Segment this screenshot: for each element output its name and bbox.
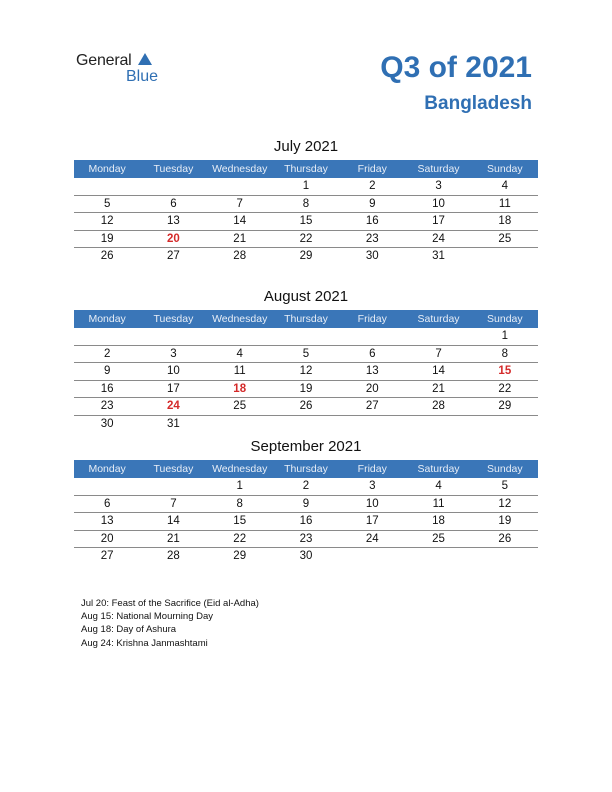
week-row xyxy=(74,548,538,565)
logo-general-text: General xyxy=(76,52,132,69)
day-cell: 31 xyxy=(432,250,445,263)
week-row xyxy=(74,531,538,549)
day-cell: 14 xyxy=(167,515,180,528)
day-cell: 8 xyxy=(501,347,509,360)
day-cell: 11 xyxy=(233,365,246,378)
week-row xyxy=(74,328,538,346)
day-cell: 14 xyxy=(432,365,445,378)
day-cell: 10 xyxy=(432,197,445,210)
weekday-label: Saturday xyxy=(417,463,460,475)
holiday-note: Aug 18: Day of Ashura xyxy=(81,624,177,636)
day-cell: 24 xyxy=(432,232,445,245)
weekday-label: Friday xyxy=(357,313,387,325)
day-cell: 3 xyxy=(369,480,376,493)
day-cell: 25 xyxy=(233,400,247,413)
day-cell: 12 xyxy=(100,215,114,228)
weekday-label: Sunday xyxy=(487,463,523,475)
holiday-note: Aug 15: National Mourning Day xyxy=(81,611,214,623)
page-title: Q3 of 2021 xyxy=(380,51,532,84)
day-cell: 15 xyxy=(299,215,313,228)
weekday-label: Saturday xyxy=(417,313,460,325)
day-cell: 19 xyxy=(498,515,512,528)
day-cell: 13 xyxy=(100,515,114,528)
day-cell: 11 xyxy=(432,497,445,510)
day-cell: 30 xyxy=(100,417,114,430)
day-cell: 23 xyxy=(299,532,313,545)
calendar-grid xyxy=(74,178,538,265)
day-cell: 18 xyxy=(233,382,247,395)
day-cell: 2 xyxy=(103,347,111,360)
day-cell: 31 xyxy=(167,417,180,430)
weekday-label: Sunday xyxy=(487,313,523,325)
logo xyxy=(76,52,176,88)
day-cell: 21 xyxy=(167,532,180,545)
day-cell: 3 xyxy=(435,180,442,193)
day-cell: 17 xyxy=(365,515,379,528)
day-cell: 17 xyxy=(432,215,445,228)
holiday-note: Aug 24: Krishna Janmashtami xyxy=(81,637,208,649)
week-row xyxy=(74,178,538,196)
day-cell: 3 xyxy=(170,347,177,360)
day-cell: 20 xyxy=(100,532,114,545)
week-row xyxy=(74,363,538,381)
day-cell: 8 xyxy=(302,197,310,210)
day-cell: 22 xyxy=(498,382,512,395)
weekday-label: Tuesday xyxy=(153,163,194,175)
day-cell: 9 xyxy=(103,365,111,378)
day-cell: 6 xyxy=(170,197,177,210)
day-cell: 22 xyxy=(233,532,247,545)
day-cell: 5 xyxy=(103,197,111,210)
weekday-label: Wednesday xyxy=(212,313,268,325)
day-cell: 10 xyxy=(167,365,180,378)
day-cell: 27 xyxy=(167,250,180,263)
day-cell: 30 xyxy=(299,550,313,563)
week-row xyxy=(74,478,538,496)
day-cell: 24 xyxy=(365,532,379,545)
day-cell: 16 xyxy=(299,515,313,528)
day-cell: 30 xyxy=(365,250,379,263)
day-cell: 6 xyxy=(369,347,376,360)
day-cell: 1 xyxy=(302,180,310,193)
month-title: July 2021 xyxy=(273,138,339,155)
holiday-note: Jul 20: Feast of the Sacrifice (Eid al-Adha) xyxy=(81,598,259,609)
week-row xyxy=(74,513,538,531)
weekday-header xyxy=(74,310,538,328)
week-row xyxy=(74,416,538,433)
day-cell: 17 xyxy=(167,382,180,395)
week-row xyxy=(74,346,538,364)
day-cell: 19 xyxy=(100,232,114,245)
day-cell: 2 xyxy=(302,480,310,493)
day-cell: 7 xyxy=(236,197,243,210)
weekday-label: Wednesday xyxy=(212,163,268,175)
day-cell: 29 xyxy=(233,550,247,563)
day-cell: 19 xyxy=(299,382,313,395)
month-title: August 2021 xyxy=(263,288,349,305)
week-row xyxy=(74,196,538,214)
logo-blue-text: Blue xyxy=(126,68,159,85)
weekday-header xyxy=(74,460,538,478)
weekday-label: Tuesday xyxy=(153,313,194,325)
week-row xyxy=(74,231,538,249)
weekday-label: Tuesday xyxy=(153,463,194,475)
month-title: September 2021 xyxy=(250,438,362,455)
day-cell: 16 xyxy=(365,215,379,228)
day-cell: 4 xyxy=(236,347,243,360)
week-row xyxy=(74,381,538,399)
day-cell: 26 xyxy=(100,250,114,263)
logo-triangle-icon xyxy=(138,53,152,65)
holiday-notes xyxy=(81,597,259,650)
day-cell: 27 xyxy=(365,400,379,413)
week-row xyxy=(74,213,538,231)
day-cell: 2 xyxy=(369,180,376,193)
day-cell: 4 xyxy=(435,480,442,493)
day-cell: 1 xyxy=(501,330,509,343)
weekday-label: Monday xyxy=(88,463,126,475)
weekday-label: Friday xyxy=(357,163,387,175)
week-row xyxy=(74,248,538,265)
weekday-label: Wednesday xyxy=(212,463,268,475)
day-cell: 24 xyxy=(167,400,180,413)
day-cell: 22 xyxy=(299,232,313,245)
day-cell: 26 xyxy=(498,532,512,545)
weekday-label: Thursday xyxy=(284,313,328,325)
day-cell: 5 xyxy=(501,480,509,493)
day-cell: 23 xyxy=(100,400,114,413)
day-cell: 15 xyxy=(498,365,512,378)
month-september xyxy=(74,436,538,565)
weekday-label: Friday xyxy=(357,463,387,475)
day-cell: 13 xyxy=(365,365,379,378)
weekday-label: Thursday xyxy=(284,163,328,175)
weekday-label: Thursday xyxy=(284,463,328,475)
day-cell: 5 xyxy=(302,347,310,360)
day-cell: 25 xyxy=(432,532,445,545)
day-cell: 7 xyxy=(435,347,442,360)
day-cell: 25 xyxy=(498,232,512,245)
day-cell: 18 xyxy=(498,215,512,228)
calendar-grid xyxy=(74,478,538,565)
month-august xyxy=(74,286,538,432)
day-cell: 14 xyxy=(233,215,247,228)
weekday-label: Saturday xyxy=(417,163,460,175)
day-cell: 11 xyxy=(498,197,511,210)
day-cell: 10 xyxy=(365,497,379,510)
day-cell: 1 xyxy=(236,480,243,493)
day-cell: 28 xyxy=(167,550,180,563)
day-cell: 28 xyxy=(233,250,247,263)
week-row xyxy=(74,496,538,514)
day-cell: 20 xyxy=(365,382,379,395)
week-row xyxy=(74,398,538,416)
day-cell: 6 xyxy=(103,497,111,510)
weekday-label: Monday xyxy=(88,163,126,175)
month-july xyxy=(74,136,538,265)
day-cell: 29 xyxy=(299,250,313,263)
day-cell: 23 xyxy=(365,232,379,245)
day-cell: 12 xyxy=(498,497,512,510)
day-cell: 26 xyxy=(299,400,313,413)
day-cell: 21 xyxy=(233,232,247,245)
day-cell: 16 xyxy=(100,382,114,395)
day-cell: 29 xyxy=(498,400,512,413)
weekday-label: Monday xyxy=(88,313,126,325)
day-cell: 8 xyxy=(236,497,243,510)
day-cell: 12 xyxy=(299,365,313,378)
day-cell: 4 xyxy=(501,180,509,193)
day-cell: 13 xyxy=(167,215,180,228)
day-cell: 20 xyxy=(167,232,180,245)
day-cell: 27 xyxy=(100,550,114,563)
country-name: Bangladesh xyxy=(424,93,532,114)
day-cell: 28 xyxy=(432,400,445,413)
day-cell: 21 xyxy=(432,382,445,395)
day-cell: 18 xyxy=(432,515,445,528)
calendar-grid xyxy=(74,328,538,432)
day-cell: 7 xyxy=(170,497,177,510)
weekday-header xyxy=(74,160,538,178)
weekday-label: Sunday xyxy=(487,163,523,175)
day-cell: 9 xyxy=(369,197,376,210)
day-cell: 9 xyxy=(302,497,310,510)
day-cell: 15 xyxy=(233,515,247,528)
